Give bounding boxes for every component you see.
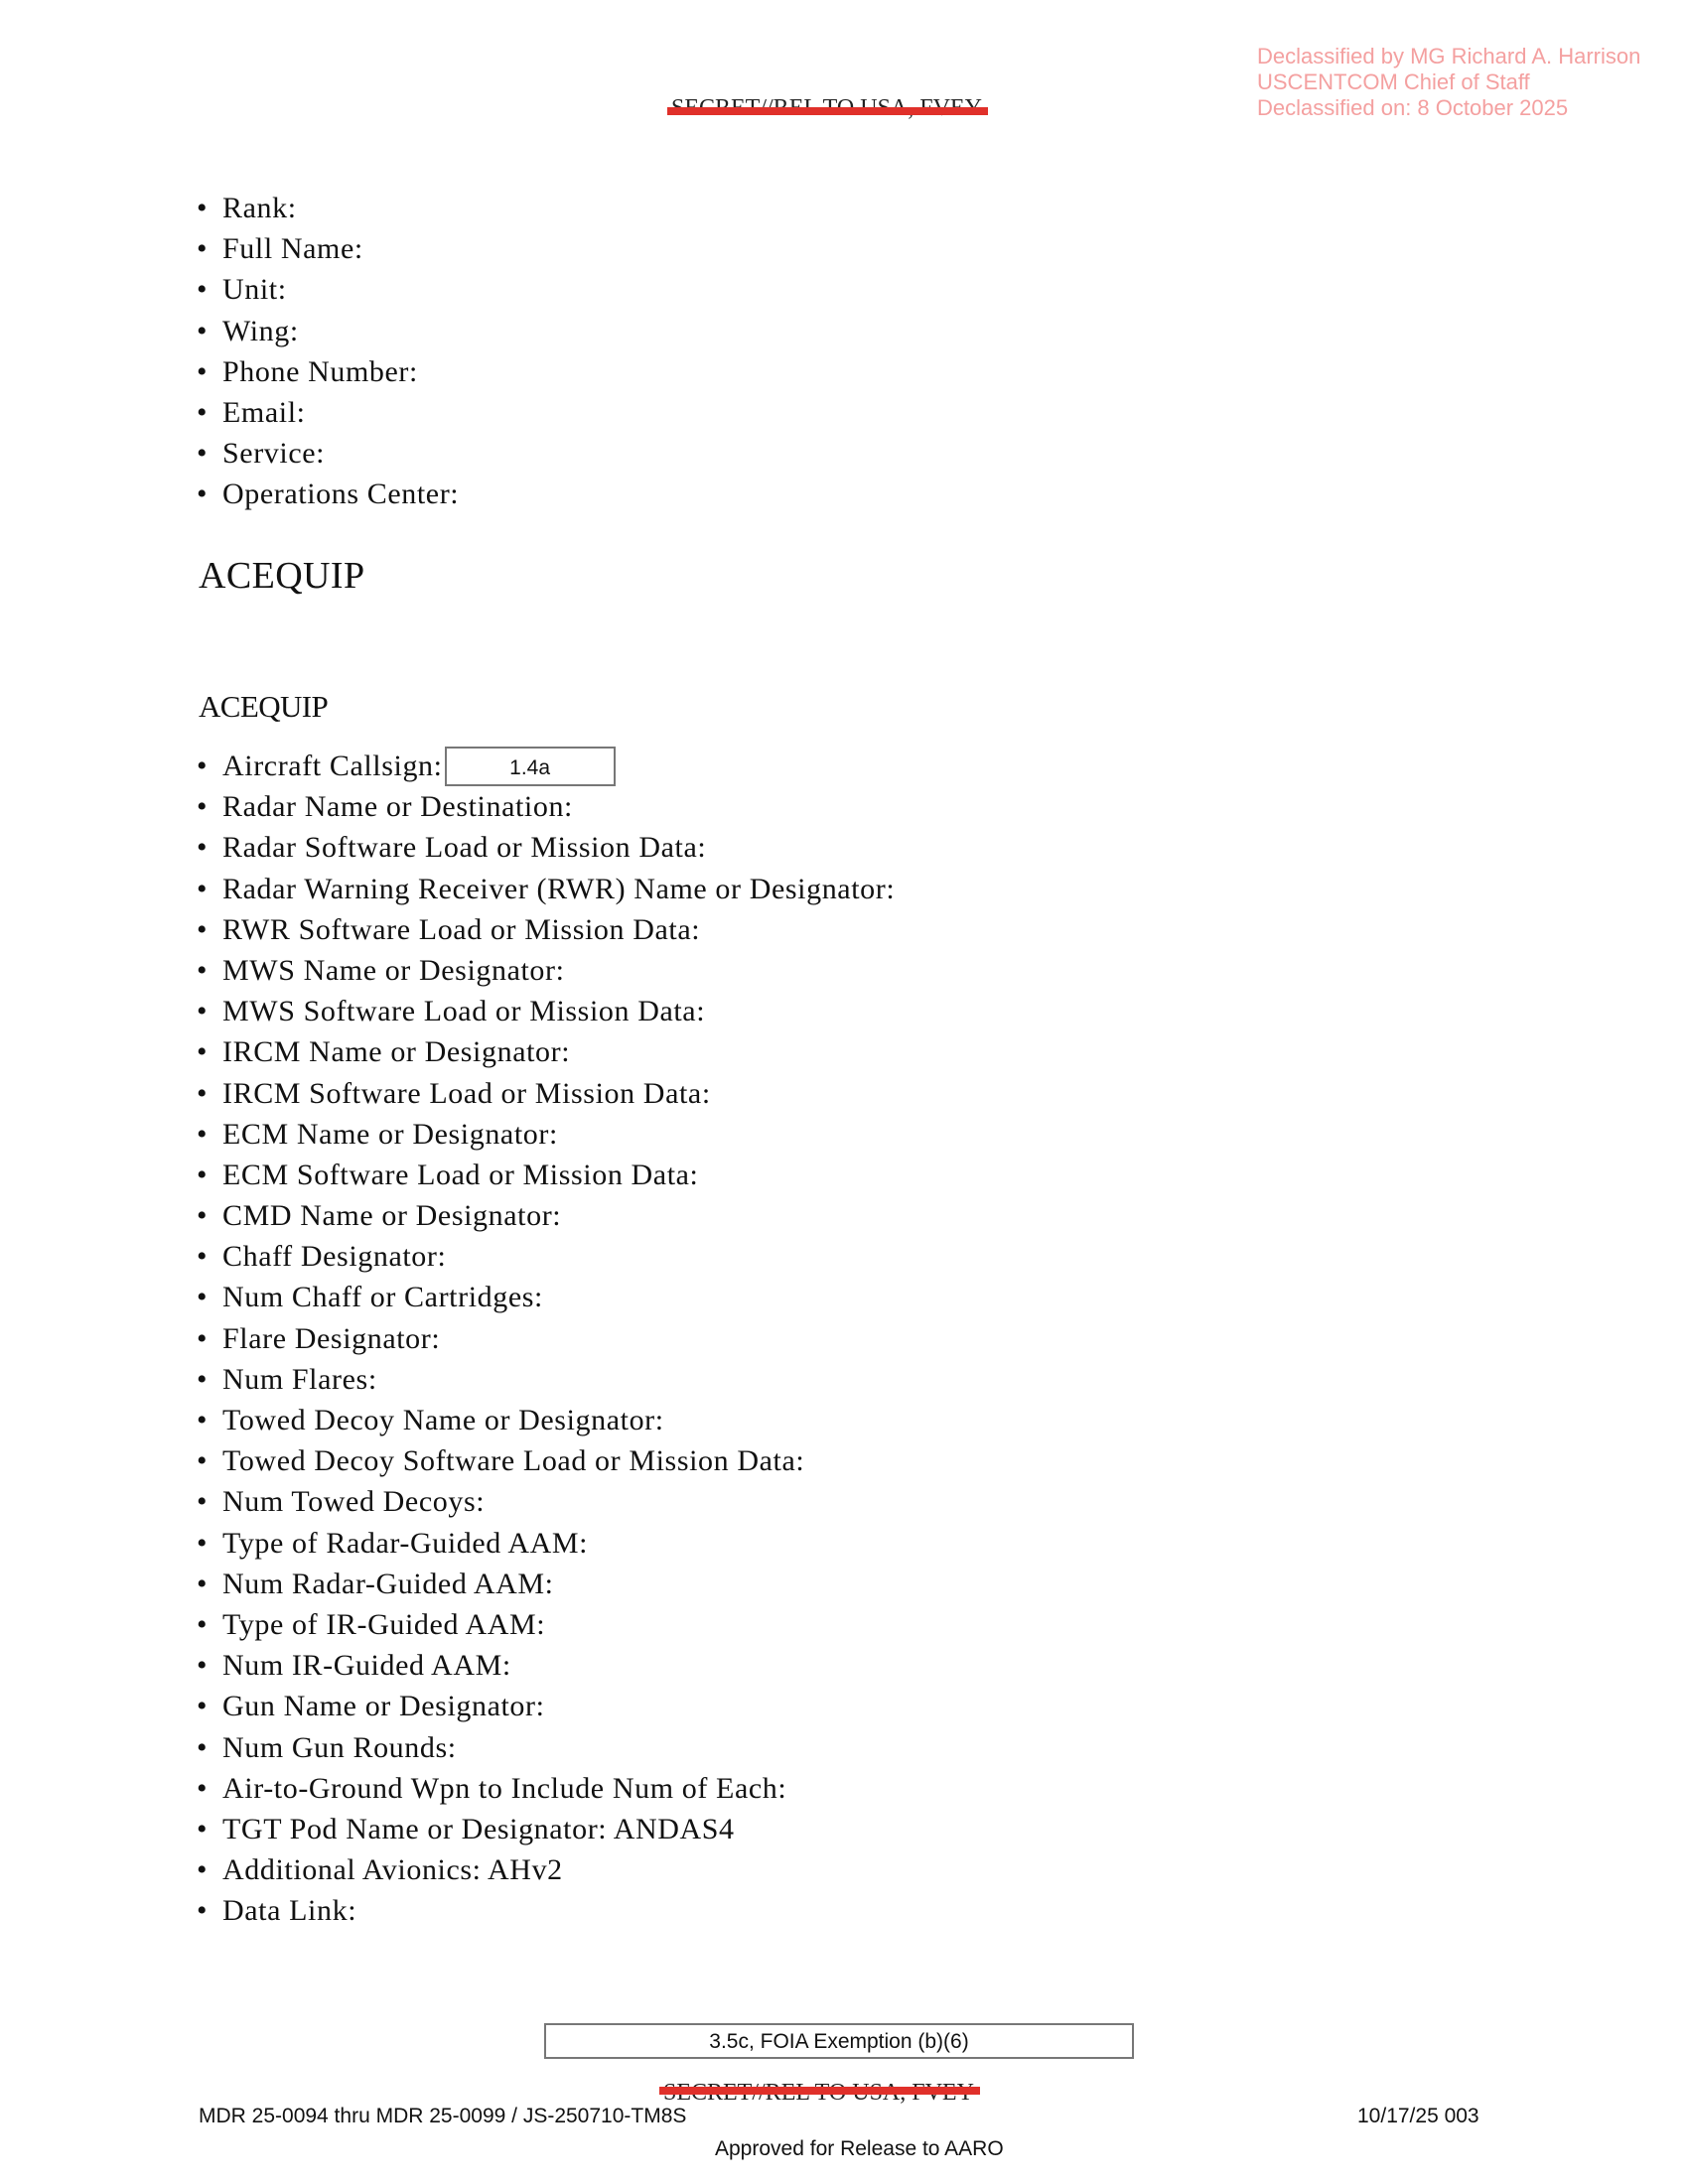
strikethrough-line [667, 107, 988, 115]
field-label: ECM Software Load or Mission Data: [222, 1158, 699, 1191]
field-item [197, 909, 895, 950]
bullet-icon: • [197, 831, 209, 865]
field-label: Num IR-Guided AAM: [222, 1649, 511, 1683]
field-label: Full Name: [222, 232, 363, 266]
footer-document-id: MDR 25-0094 thru MDR 25-0099 / JS-250710-TM8S [199, 2105, 687, 2127]
bullet-icon: • [197, 1485, 209, 1519]
field-label: MWS Name or Designator: [222, 953, 565, 987]
field-item [197, 1277, 895, 1317]
field-item [197, 433, 459, 474]
bullet-icon: • [197, 790, 209, 824]
field-item-callsign [197, 746, 895, 786]
bullet-icon: • [197, 1076, 209, 1110]
field-item [197, 1073, 895, 1114]
field-label: Operations Center: [222, 478, 460, 511]
bullet-icon: • [197, 1444, 209, 1478]
bullet-icon: • [197, 1404, 209, 1436]
field-label: TGT Pod Name or Designator: ANDAS4 [222, 1812, 735, 1845]
field-label: Type of IR-Guided AAM: [222, 1607, 546, 1641]
field-item [197, 311, 459, 351]
field-item [197, 1195, 895, 1236]
field-label: Flare Designator: [222, 1321, 441, 1355]
redaction-box-callsign: 1.4a [445, 747, 616, 786]
field-item [197, 1031, 895, 1072]
field-item [197, 228, 459, 269]
field-label: Air-to-Ground Wpn to Include Num of Each: [222, 1771, 787, 1805]
field-item [197, 1523, 895, 1564]
field-label: IRCM Software Load or Mission Data: [222, 1076, 711, 1110]
declass-line-date: Declassified on: 8 October 2025 [1257, 95, 1569, 120]
field-label: Radar Warning Receiver (RWR) Name or Designator: [222, 872, 896, 905]
field-item [197, 1236, 895, 1277]
field-label: Num Gun Rounds: [222, 1730, 457, 1764]
bullet-icon: • [197, 1812, 209, 1845]
field-label: ECM Name or Designator: [222, 1117, 558, 1151]
field-item [197, 1318, 895, 1359]
declass-line-office: USCENTCOM Chief of Staff [1257, 69, 1530, 94]
bullet-icon: • [197, 437, 209, 471]
field-item [197, 1440, 895, 1481]
field-label: Radar Name or Destination: [222, 790, 573, 824]
bullet-icon: • [197, 314, 209, 347]
field-item [197, 950, 895, 991]
bullet-icon: • [197, 1607, 209, 1641]
field-label: Num Radar-Guided AAM: [222, 1567, 554, 1600]
field-label: Phone Number: [222, 354, 418, 388]
field-item [197, 1768, 895, 1809]
bullet-icon: • [197, 1771, 209, 1805]
bullet-icon: • [197, 1526, 209, 1560]
field-label: Type of Radar-Guided AAM: [222, 1526, 589, 1560]
bullet-icon: • [197, 1853, 209, 1887]
declassification-stamp [1257, 44, 1640, 121]
field-label: MWS Software Load or Mission Data: [222, 995, 706, 1028]
footer-date-code: 10/17/25 003 [1357, 2105, 1479, 2127]
bullet-icon: • [197, 192, 209, 224]
bullet-icon: • [197, 1894, 209, 1928]
bullet-icon: • [197, 354, 209, 388]
personal-fields-list [197, 188, 459, 515]
bullet-icon: • [197, 1690, 209, 1723]
bullet-icon: • [197, 1199, 209, 1233]
field-label: Unit: [222, 273, 287, 307]
bullet-icon: • [197, 1117, 209, 1151]
field-label: Service: [222, 437, 326, 471]
bullet-icon: • [197, 1567, 209, 1600]
equipment-fields-list [197, 746, 895, 1931]
bullet-icon: • [197, 1649, 209, 1683]
field-item [197, 1359, 895, 1400]
bullet-icon: • [197, 273, 209, 307]
field-label: Chaff Designator: [222, 1240, 447, 1274]
bullet-icon: • [197, 1321, 209, 1355]
classification-footer [663, 2080, 974, 2107]
section-heading: ACEQUIP [199, 555, 365, 597]
field-item [197, 1400, 895, 1440]
field-label: Num Towed Decoys: [222, 1485, 486, 1519]
bullet-icon: • [197, 395, 209, 429]
bullet-icon: • [197, 232, 209, 266]
declass-line-authority: Declassified by MG Richard A. Harrison [1257, 44, 1641, 68]
field-label: Gun Name or Designator: [222, 1690, 545, 1723]
field-label: Radar Software Load or Mission Data: [222, 831, 707, 865]
field-item [197, 1727, 895, 1768]
bullet-icon: • [197, 1362, 209, 1396]
field-item [197, 351, 459, 392]
field-item [197, 188, 459, 228]
subsection-heading: ACEQUIP [199, 689, 329, 724]
field-label: Data Link: [222, 1894, 357, 1928]
strikethrough-line [659, 2087, 980, 2095]
bullet-icon: • [197, 478, 209, 511]
bullet-icon: • [197, 872, 209, 905]
field-item [197, 1849, 895, 1890]
field-label: Towed Decoy Name or Designator: [222, 1404, 664, 1436]
field-item [197, 1890, 895, 1931]
bullet-icon: • [197, 750, 209, 782]
field-item [197, 1155, 895, 1195]
field-label: RWR Software Load or Mission Data: [222, 912, 701, 946]
bullet-icon: • [197, 912, 209, 946]
field-label: CMD Name or Designator: [222, 1199, 562, 1233]
field-item [197, 991, 895, 1031]
bullet-icon: • [197, 1035, 209, 1069]
field-item [197, 1809, 895, 1849]
field-label: Aircraft Callsign: [222, 750, 443, 782]
bullet-icon: • [197, 1730, 209, 1764]
field-label: IRCM Name or Designator: [222, 1035, 571, 1069]
field-item [197, 1604, 895, 1645]
field-item [197, 269, 459, 310]
field-label: Rank: [222, 192, 297, 224]
field-label: Num Flares: [222, 1362, 377, 1396]
field-label: Num Chaff or Cartridges: [222, 1281, 543, 1314]
field-item [197, 827, 895, 868]
field-item [197, 392, 459, 433]
field-item [197, 1645, 895, 1686]
field-item [197, 1686, 895, 1726]
field-label: Wing: [222, 314, 299, 347]
bullet-icon: • [197, 953, 209, 987]
field-item [197, 1564, 895, 1604]
bullet-icon: • [197, 1240, 209, 1274]
field-item [197, 786, 895, 827]
bullet-icon: • [197, 1281, 209, 1314]
field-item [197, 474, 459, 514]
footer-release-note: Approved for Release to AARO [715, 2137, 1004, 2160]
bullet-icon: • [197, 1158, 209, 1191]
field-item [197, 1114, 895, 1155]
field-label: Email: [222, 395, 306, 429]
field-label: Towed Decoy Software Load or Mission Data: [222, 1444, 805, 1478]
field-label: Additional Avionics: AHv2 [222, 1853, 563, 1887]
classification-header [671, 95, 982, 122]
field-item [197, 869, 895, 909]
field-item [197, 1481, 895, 1522]
redaction-box-exemption: 3.5c, FOIA Exemption (b)(6) [544, 2023, 1134, 2059]
bullet-icon: • [197, 995, 209, 1028]
